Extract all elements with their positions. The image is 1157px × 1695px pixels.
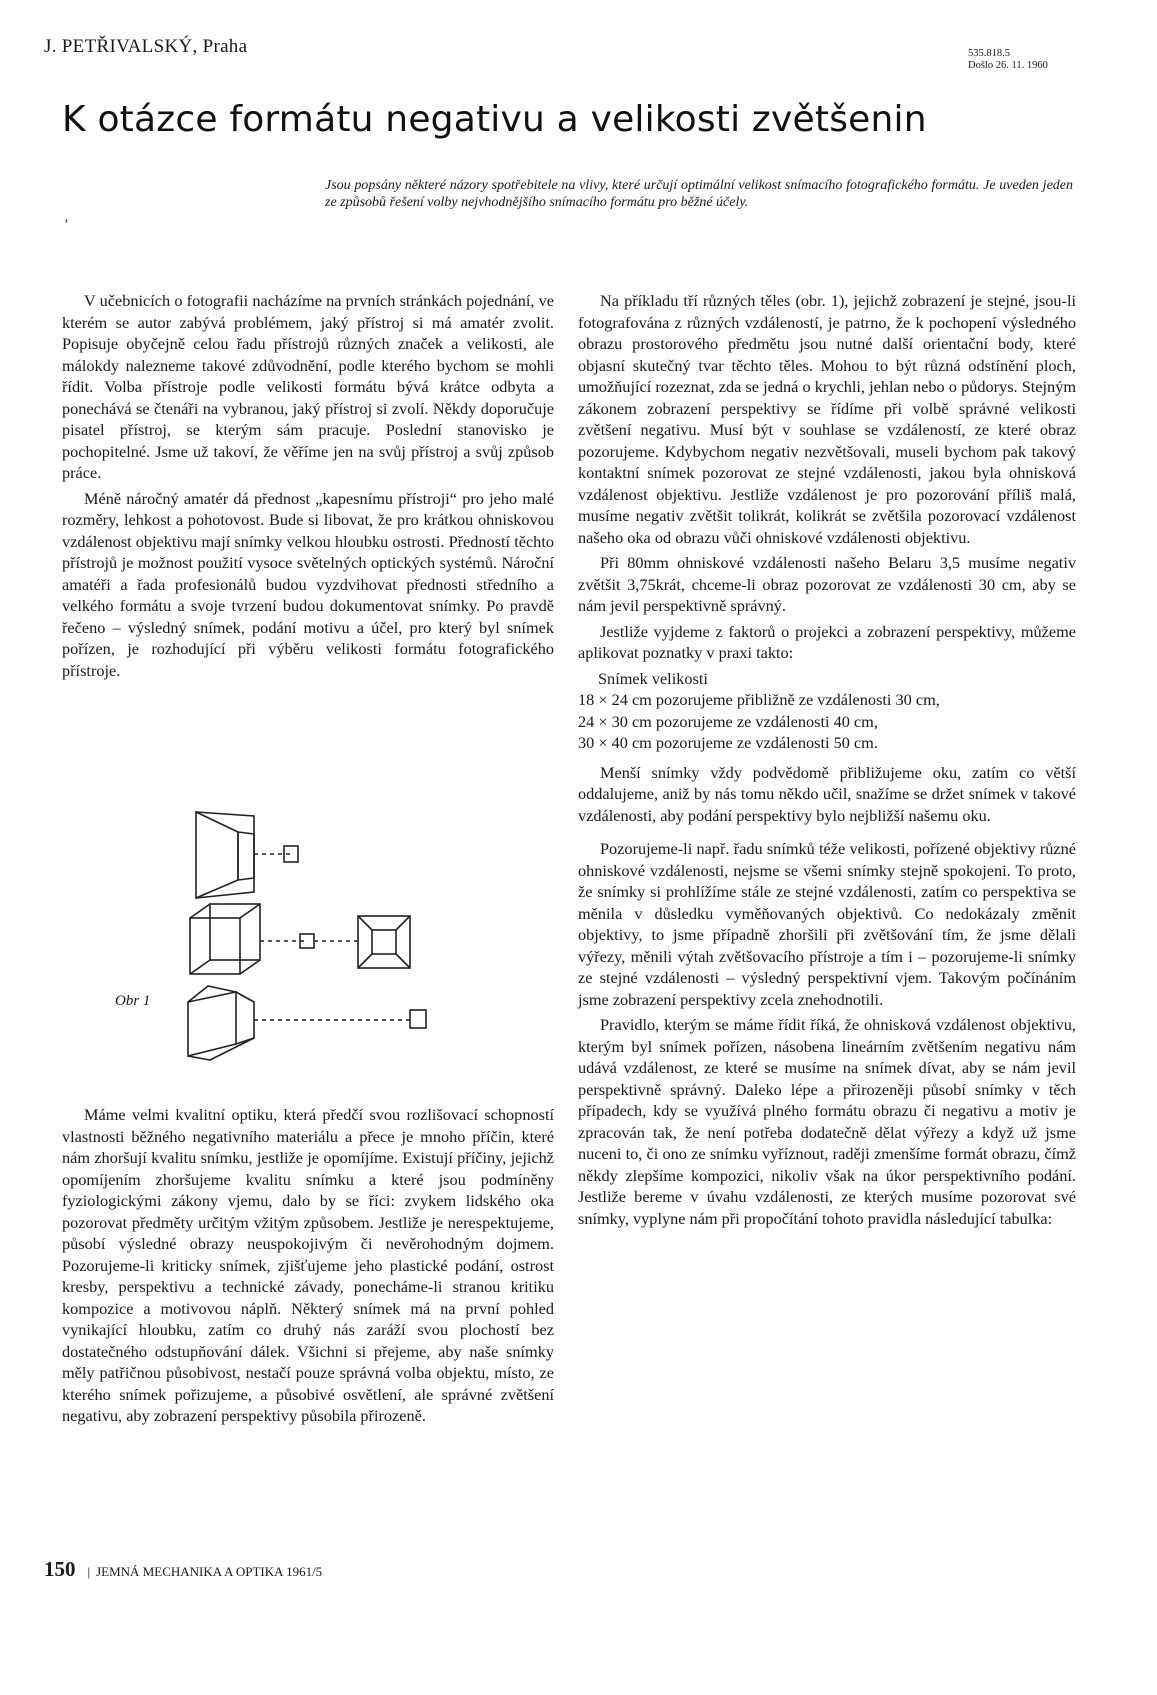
article-meta bbox=[968, 48, 1048, 72]
figure-1 bbox=[182, 806, 462, 1076]
abstract: Jsou popsány některé názory spotřebitele na vlivy, které určují optimální velikost snímacího fotografického formátu. Je uveden jeden ze způsobů řešení volby nejvhodnějšího snímacího formátu pro běžné účely. bbox=[325, 178, 1073, 210]
right-column bbox=[578, 290, 1076, 1233]
journal-name: JEMNÁ MECHANIKA A OPTIKA 1961/5 bbox=[96, 1564, 323, 1579]
paragraph: Při 80mm ohniskové vzdálenosti našeho Belaru 3,5 musíme negativ zvětšit 3,75krát, chceme-li obraz pozorovat ze vzdálenosti 30 cm, aby se nám jevil perspektivně správný. bbox=[578, 553, 1076, 615]
footer-separator: | bbox=[87, 1564, 91, 1579]
table-row: 24 × 30 cm pozorujeme ze vzdálenosti 40 cm, bbox=[578, 711, 878, 731]
left-column-top bbox=[62, 290, 554, 685]
table-row: 30 × 40 cm pozorujeme ze vzdálenosti 50 cm. bbox=[578, 733, 878, 752]
paragraph: Jestliže vyjdeme z faktorů o projekci a zobrazení perspektivy, můžeme aplikovat poznatky v praxi takto: bbox=[578, 621, 1076, 662]
udc-code: 535.818.5 bbox=[968, 48, 1010, 59]
cube-middle bbox=[190, 904, 260, 974]
margin-mark: ‚ bbox=[64, 210, 69, 225]
table-heading: Snímek velikosti bbox=[598, 668, 708, 688]
perspective-figure bbox=[182, 806, 462, 1076]
frustum-bottom bbox=[188, 986, 254, 1060]
table-row: 18 × 24 cm pozorujeme přibližně ze vzdálenosti 30 cm, bbox=[578, 690, 940, 709]
figure-label: Obr 1 bbox=[115, 993, 151, 1009]
paragraph: Pravidlo, kterým se máme řídit říká, že ohnisková vzdálenost objektivu, kterým byl snímek pořízen, násobena lineárním zvětšením negativu nám udává vzdálenost, ze které se musíme na snímek dívat, aby se nám jevil perspektivně správný. Daleko lépe a přirozeněji působí snímky v těch případech, kdy se využívá plného formátu obrazu či negativu a motiv je zpracován tak, že není potřeba dodatečně dělat výřezy a když už jsme nuceni to, či ono ze snímku vyříznout, raději zmenšíme formát obrazu, čímž někdy zlepšíme kompozici, nikoliv však na úkor perspektivního podání. Jestliže bereme v úvahu vzdálenosti, ze kterých musíme pozorovat své snímky, vyplyne nám při propočítání tohoto pravidla následující tabulka: bbox=[578, 1015, 1076, 1228]
paragraph: Méně náročný amatér dá přednost „kapesnímu přístroji“ pro jeho malé rozměry, lehkost a pohotovost. Bude si libovat, že pro krátkou ohniskovou vzdálenost objektivu mají snímky velkou hloubku ostrosti. Předností těchto přístrojů je možnost použití vysoce světelných optických systémů. Nároční amatéři a řada profesionálů budou vyzdvihovat přednosti středního a velkého formátu a svoje tvrzení budou dokumentovat snímky. Po pravdě řečeno – výsledný snímek, podání motivu a účel, pro který byl snímek pořízen, je rozhodující při výběru velikosti formátu fotografického přístroje. bbox=[62, 488, 554, 680]
received-date: Došlo 26. 11. 1960 bbox=[968, 60, 1048, 71]
paragraph: Menší snímky vždy podvědomě přibližujeme oku, zatím co větší oddalujeme, aniž by nás tomu někdo učil, snažíme se držet snímek v takové vzdálenosti, aby podání perspektivy bylo nejbližší našemu oku. bbox=[578, 762, 1076, 825]
page-number: 150 bbox=[44, 1557, 76, 1581]
left-column-bottom bbox=[62, 1104, 554, 1431]
paragraph: Pozorujeme-li např. řadu snímků téže velikosti, pořízené objektivy různé ohniskové vzdálenosti, nejsme se všemi snímky stejně spokojeni. To proto, že snímky si prohlížíme stále ze stejné vzdálenosti, zatím co perspektiva se měnila v důsledku vyměňovaných objektivů. Co nedokázaly změnit objektivy, to jsme případně zhoršili při zvětšování tím, že jsme dělali výřezy, měnili výtah zvětšovacího přístroje a tím i – pozorujeme-li snímky ze stejné vzdálenosti – výsledný perspektivní vjem. Takovým počínáním jsme zobrazení perspektivy zcela znehodnotili. bbox=[578, 839, 1076, 1009]
author-line: J. PETŘIVALSKÝ, Praha bbox=[44, 36, 248, 57]
paragraph: V učebnicích o fotografii nacházíme na prvních stránkách pojednání, ve kterém se autor zabývá problémem, jaký přístroj si má amatér zvolit. Popisuje obyčejně celou řadu přístrojů různých značek a velikosti, ale málokdy nalezneme takové zdůvodnění, podle kterého bychom se mohli řídit. Volba přístroje podle velikosti formátu bývá krátce odbyta a ponechává se čtenáři na vybranou, jaký přístroj si zvolí. Někdy doporučuje pisatel přístroj, se kterým sám pracuje. Poslední stanovisko je pochopitelné. Jsme už takoví, že věříme jen na svůj přístroj a svůj způsob práce. bbox=[62, 291, 554, 482]
article-title: K otázce formátu negativu a velikosti zvětšenin bbox=[62, 99, 927, 140]
paragraph: Máme velmi kvalitní optiku, která předčí svou rozlišovací schopností vlastnosti běžného negativního materiálu a přece je mnoho příčin, které nám zhoršují kvalitu snímku, jestliže je opomíjíme. Existují příčiny, jejichž opomíjením zhoršujeme kvalitu snímku a které jsou podmíněny fyziologickými zákony vjemu, dalo by se říci: zvykem lidského oka pozorovat předměty určitým vžitým způsobem. Jestliže je nerespektujeme, působí výsledné obrazy neuspokojivým či nevěrohodným dojmem. Pozorujeme-li kriticky snímek, zjišťujeme jeho plastické podání, ostrost kresby, perspektivu a technické závady, ponecháme-li stranou kritiku kompozice a motivovou náplň. Některý snímek má na první pohled vynikající hloubku, zatím co druhý nás zaráží svou plochostí bez dostatečného odstupňování dálek. Všichni si přejeme, aby naše snímky měly patřičnou působivost, nestačí pouze správná volba objektu, místo, ze kterého snímek pořizujeme, a působivé osvětlení, ale správné zvětšení negativu, aby zobrazení perspektivy působila přirozeně. bbox=[62, 1105, 554, 1425]
square-frame-right bbox=[358, 916, 410, 968]
frustum-top bbox=[196, 812, 254, 898]
page-footer bbox=[44, 1557, 322, 1582]
paragraph: Na příkladu tří různých těles (obr. 1), jejichž zobrazení je stejné, jsou-li fotografována z různých vzdáleností, je patrno, že k pochopení výsledného obrazu prostorového předmětu jsou nutné další orientační body, které objasní skutečný tvar těchto těles. Mohou to být různá odstínění ploch, umožňující rozeznat, zda se jedná o krychli, jehlan nebo o půdorys. Stejným zákonem zobrazení perspektivy se řídíme při volbě správné velikosti zvětšení negativu. Musí být v souhlase se vzdáleností, ze které obraz pozorujeme. Kdybychom negativ nezvětšovali, museli bychom pak takový kontaktní snímek pozorovat ze stejné vzdálenosti, jakou byla ohnisková vzdálenost objektivu. Jestliže vzdálenost je pro pozorování příliš malá, musíme negativ zvětšit tolikrát, kolikrát se zvětšila pozorovací vzdálenost našeho oka od obrazu vůči ohniskové vzdálenosti objektivu. bbox=[578, 291, 1076, 547]
